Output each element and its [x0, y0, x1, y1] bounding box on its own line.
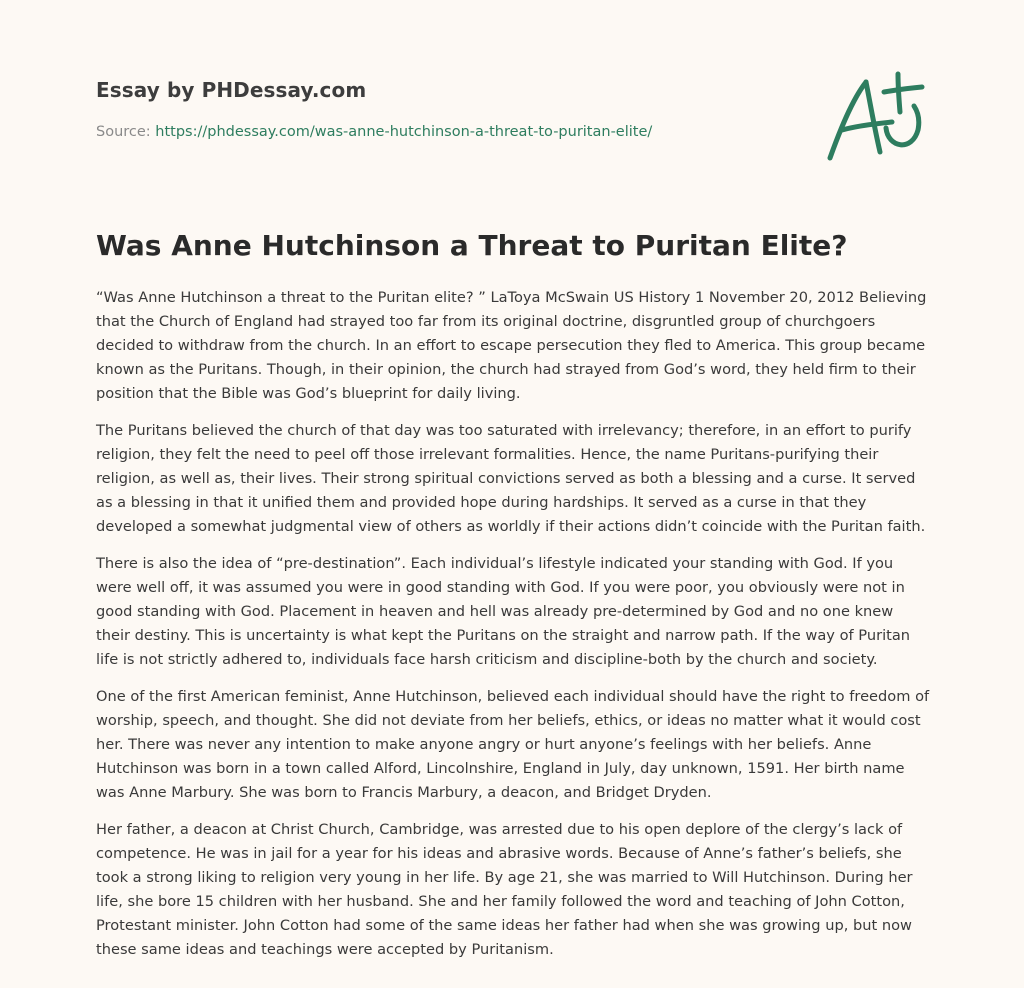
essay-body — [96, 286, 931, 975]
site-brand: Essay by PHDessay.com — [96, 78, 367, 102]
source-link[interactable]: https://phdessay.com/was-anne-hutchinson-a-threat-to-puritan-elite/ — [155, 124, 653, 140]
essay-paragraph: The Puritans believed the church of that day was too saturated with irrelevancy; therefore, in an effort to purify religion, they felt the need to peel off those irrelevant formalities. Hence, the name Puritans-purifying their religion, as well as, their lives. Their strong spiritual convictions served as both a blessing and a curse. It served as a blessing in that it unified them and provided hope during hardships. It served as a curse in that they developed a somewhat judgmental view of others as worldly if their actions didn’t coincide with the Puritan faith. — [96, 422, 926, 535]
source-label: Source: — [96, 124, 156, 140]
essay-paragraph: “Was Anne Hutchinson a threat to the Puritan elite? ” LaToya McSwain US History 1 November 20, 2012 Believing that the Church of England had strayed too far from its original doctrine, disgruntled group of churchgoers decided to withdraw from the church. In an effort to escape persecution they fled to America. This group became known as the Puritans. Though, in their opinion, the church had strayed from God’s word, they held firm to their position that the Bible was God’s blueprint for daily living. — [96, 289, 927, 402]
source-line — [96, 124, 652, 140]
essay-paragraph: There is also the idea of “pre-destination”. Each individual’s lifestyle indicated your standing with God. If you were well off, it was assumed you were in good standing with God. If you were poor, you obviously were not in good standing with God. Placement in heaven and hell was already pre-determined by God and no one knew their destiny. This is uncertainty is what kept the Puritans on the straight and narrow path. If the way of Puritan life is not strictly adhered to, individuals face harsh criticism and discipline-both by the church and society. — [96, 555, 911, 668]
essay-title: Was Anne Hutchinson a Threat to Puritan Elite? — [96, 229, 848, 262]
essay-paragraph: One of the first American feminist, Anne Hutchinson, believed each individual should have the right to freedom of worship, speech, and thought. She did not deviate from her beliefs, ethics, or ideas no matter what it would cost her. There was never any intention to make anyone angry or hurt anyone’s feelings with her beliefs. Anne Hutchinson was born in a town called Alford, Lincolnshire, England in July, day unknown, 1591. Her birth name was Anne Marbury. She was born to Francis Marbury, a deacon, and Bridget Dryden. — [96, 688, 930, 801]
essay-paragraph: Her father, a deacon at Christ Church, Cambridge, was arrested due to his open deplore of the clergy’s lack of competence. He was in jail for a year for his ideas and abrasive words. Because of Anne’s father’s beliefs, she took a strong liking to religion very young in her life. By age 21, she was married to Will Hutchinson. During her life, she bore 15 children with her husband. She and her family followed the word and teaching of John Cotton, Protestant minister. John Cotton had some of the same ideas her father had when she was growing up, but now these same ideas and teachings were accepted by Puritanism. — [96, 821, 913, 958]
a-plus-grade-icon — [822, 68, 928, 164]
